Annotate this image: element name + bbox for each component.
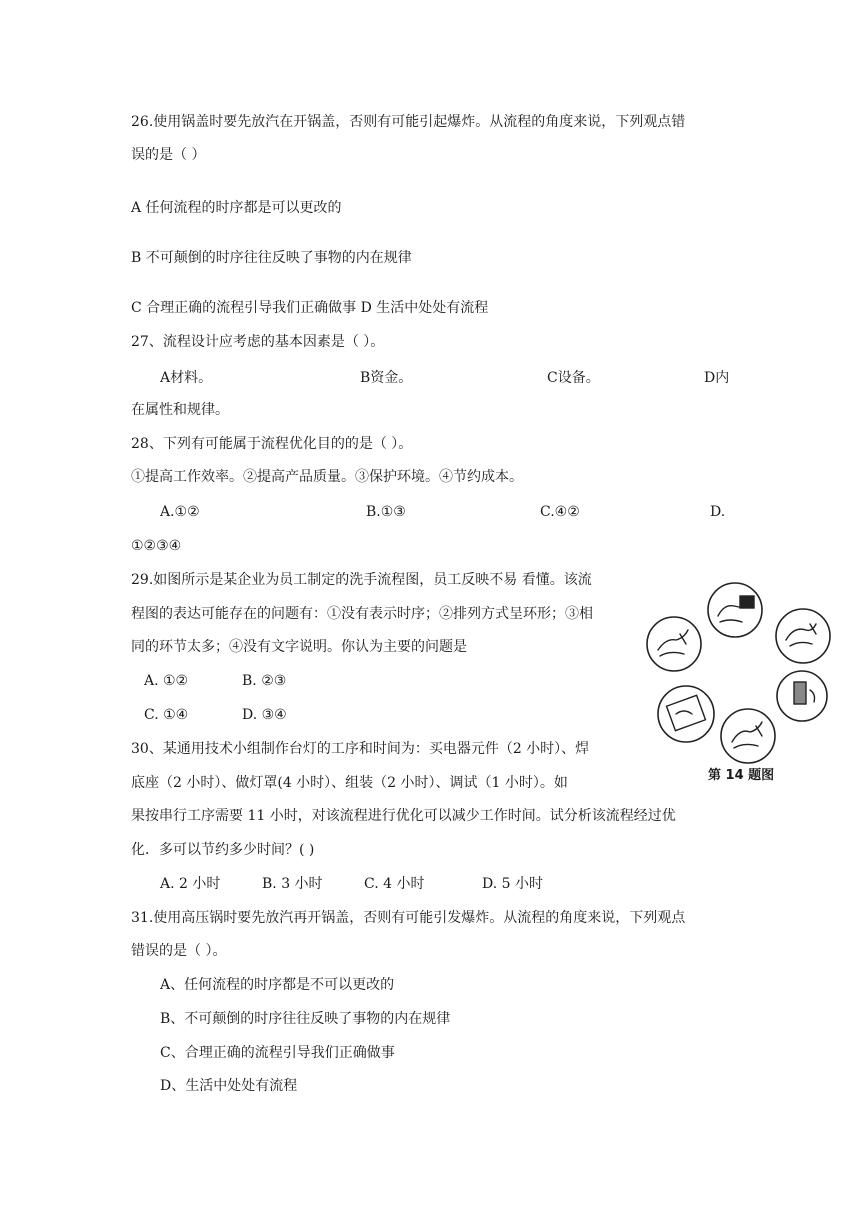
q30-stem-line1: 30、某通用技术小组制作台灯的工序和时间为：买电器元件（2 小时）、焊 <box>131 741 590 757</box>
q30-stem-line2: 底座（2 小时）、做灯罩(4 小时）、组装（2 小时）、调试（1 小时）。如 <box>131 775 568 791</box>
q31-option-d: D、生活中处处有流程 <box>160 1078 298 1094</box>
q28-option-a: A.①② <box>160 504 200 520</box>
q31-stem-line2: 错误的是（ ）。 <box>131 943 227 959</box>
q28-items: ①提高工作效率。②提高产品质量。③保护环境。④节约成本。 <box>131 469 523 485</box>
q29-stem-line1: 29.如图所示是某企业为员工制定的洗手流程图，员工反映不易 看懂。该流 <box>131 572 592 588</box>
q30-option-b: B. 3 小时 <box>262 876 323 892</box>
q29-option-d: D. ③④ <box>242 707 287 723</box>
q28-option-d-continued: ①②③④ <box>131 538 182 554</box>
q26-stem-line1: 26.使用锅盖时要先放汽在开锅盖，否则有可能引起爆炸。从流程的角度来说，下列观点错 <box>131 114 686 130</box>
q27-stem: 27、流程设计应考虑的基本因素是（ ）。 <box>131 334 385 350</box>
figure-caption: 第 14 题图 <box>708 768 775 783</box>
q26-option-a: A 任何流程的时序都是可以更改的 <box>131 200 342 216</box>
q29-option-a: A. ①② <box>144 673 189 689</box>
q27-option-d-continued: 在属性和规律。 <box>131 402 229 418</box>
step-circle-5 <box>658 686 714 742</box>
q29-stem-line3: 同的环节太多；④没有文字说明。你认为主要的问题是 <box>131 639 467 655</box>
q31-option-b: B、不可颠倒的时序往往反映了事物的内在规律 <box>160 1011 451 1027</box>
q31-option-c: C、合理正确的流程引导我们正确做事 <box>160 1045 395 1061</box>
q30-option-a: A. 2 小时 <box>160 876 221 892</box>
q28-option-b: B.①③ <box>366 504 406 520</box>
q30-stem-line4: 化．多可以节约多少时间？( ) <box>131 842 315 858</box>
q31-option-a: A、任何流程的时序都是不可以更改的 <box>160 977 395 993</box>
q29-option-c: C. ①④ <box>144 707 189 723</box>
handwashing-flow-figure <box>640 578 840 786</box>
handwashing-flow-illustration <box>640 578 840 786</box>
q29-stem-line2: 程图的表达可能存在的问题有：①没有表示时序；②排列方式呈环形；③相 <box>131 606 593 622</box>
q30-option-c: C. 4 小时 <box>364 876 425 892</box>
q27-option-c: C设备。 <box>547 370 600 386</box>
q26-option-b: B 不可颠倒的时序往往反映了事物的内在规律 <box>131 250 412 266</box>
step-circle-1 <box>708 583 762 637</box>
step-circle-6 <box>721 709 775 763</box>
q28-stem: 28、下列有可能属于流程优化目的的是（ ）。 <box>131 436 413 452</box>
step-circle-3 <box>647 617 701 671</box>
step-circle-2 <box>776 609 830 663</box>
q27-option-d: D内 <box>704 370 730 386</box>
q26-stem-line2: 误的是（ ） <box>131 147 206 163</box>
q30-option-d: D. 5 小时 <box>482 876 543 892</box>
q30-stem-line3: 果按串行工序需要 11 小时，对该流程进行优化可以减少工作时间。试分析该流程经过优 <box>131 808 676 824</box>
q29-option-b: B. ②③ <box>242 673 287 689</box>
q26-option-c-d: C 合理正确的流程引导我们正确做事 D 生活中处处有流程 <box>131 300 489 316</box>
q27-option-a: A材料。 <box>160 370 213 386</box>
q27-option-b: B资金。 <box>360 370 413 386</box>
q31-stem-line1: 31.使用高压锅时要先放汽再开锅盖，否则有可能引发爆炸。从流程的角度来说，下列观点 <box>131 910 686 926</box>
q28-option-d: D. <box>710 504 726 520</box>
q28-option-c: C.④② <box>540 504 580 520</box>
